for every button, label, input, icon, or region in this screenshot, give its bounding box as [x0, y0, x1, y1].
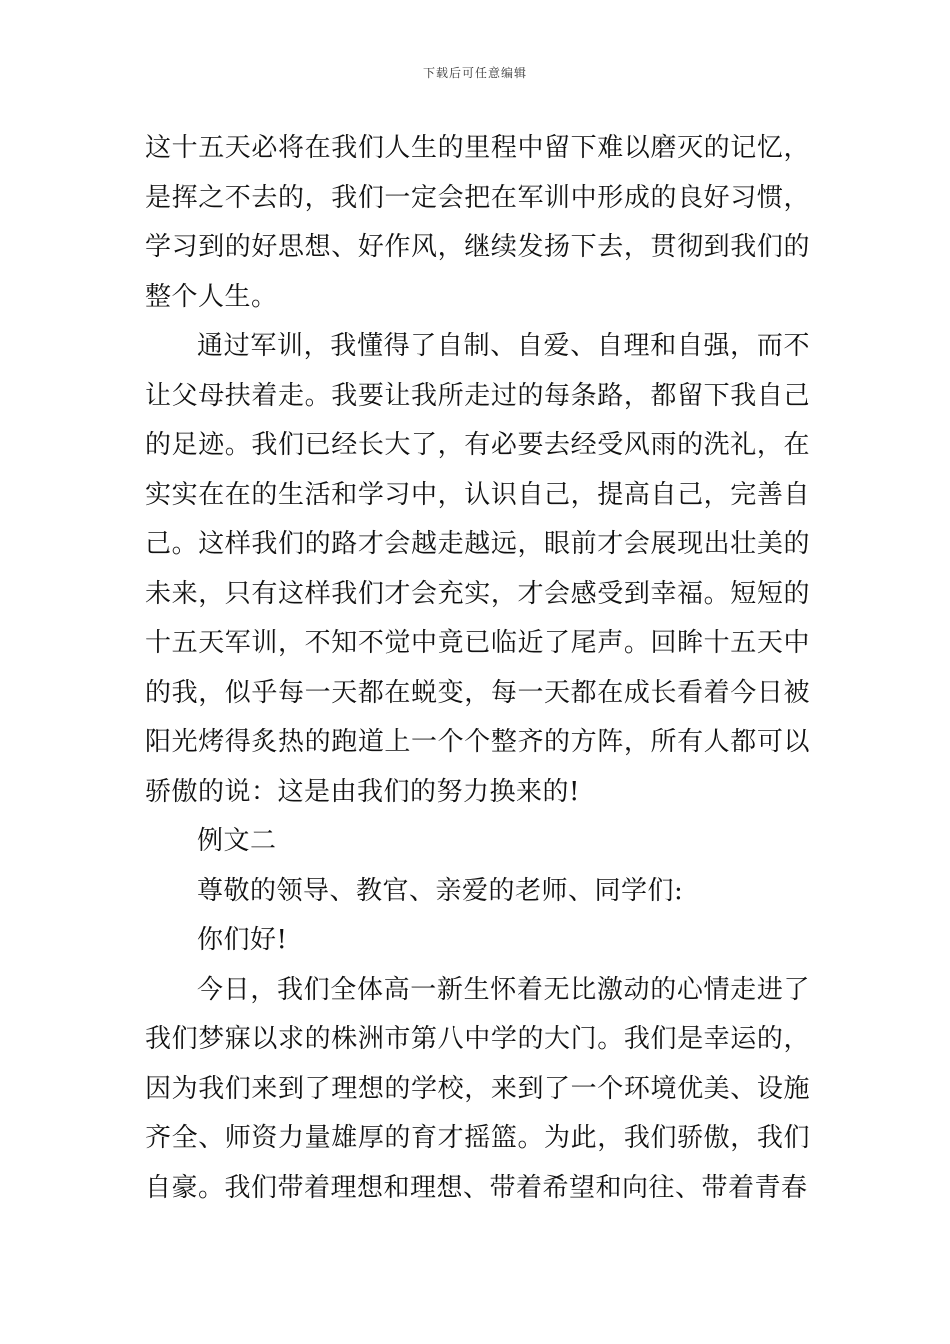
paragraph-1: 这十五天必将在我们人生的里程中留下难以磨灭的记忆，是挥之不去的，我们一定会把在军训中形成的良好习惯，学习到的好思想、好作风，继续发扬下去，贯彻到我们的整个人生。	[145, 133, 810, 312]
page-header-note: 下载后可任意编辑	[422, 66, 527, 80]
salutation: 尊敬的领导、教官、亲爱的老师、同学们:	[197, 875, 684, 906]
paragraph-body: 今日，我们全体高一新生怀着无比激动的心情走进了我们梦寐以求的株洲市第八中学的大门。我们是幸运的，因为我们来到了理想的学校，来到了一个环境优美、设施齐全、师资力量雄厚的育才摇篮。为此，我们骄傲，我们自豪。我们带着理想和理想、带着希望和向往、带着青春	[145, 974, 810, 1203]
document-body	[145, 124, 810, 1213]
section-heading-example-2: 例文二	[197, 826, 277, 856]
greeting: 你们好!	[197, 925, 288, 955]
paragraph-2: 通过军训，我懂得了自制、自爱、自理和自强，而不让父母扶着走。我要让我所走过的每条路，都留下我自己的足迹。我们已经长大了，有必要去经受风雨的洗礼，在实实在在的生活和学习中，认识自己，提高自己，完善自己。这样我们的路才会越走越远，眼前才会展现出壮美的未来，只有这样我们才会充实，才会感受到幸福。短短的十五天军训，不知不觉中竟已临近了尾声。回眸十五天中的我，似乎每一天都在蜕变，每一天都在成长看着今日被阳光烤得炙热的跑道上一个个整齐的方阵，所有人都可以骄傲的说：这是由我们的努力换来的!	[145, 331, 810, 807]
